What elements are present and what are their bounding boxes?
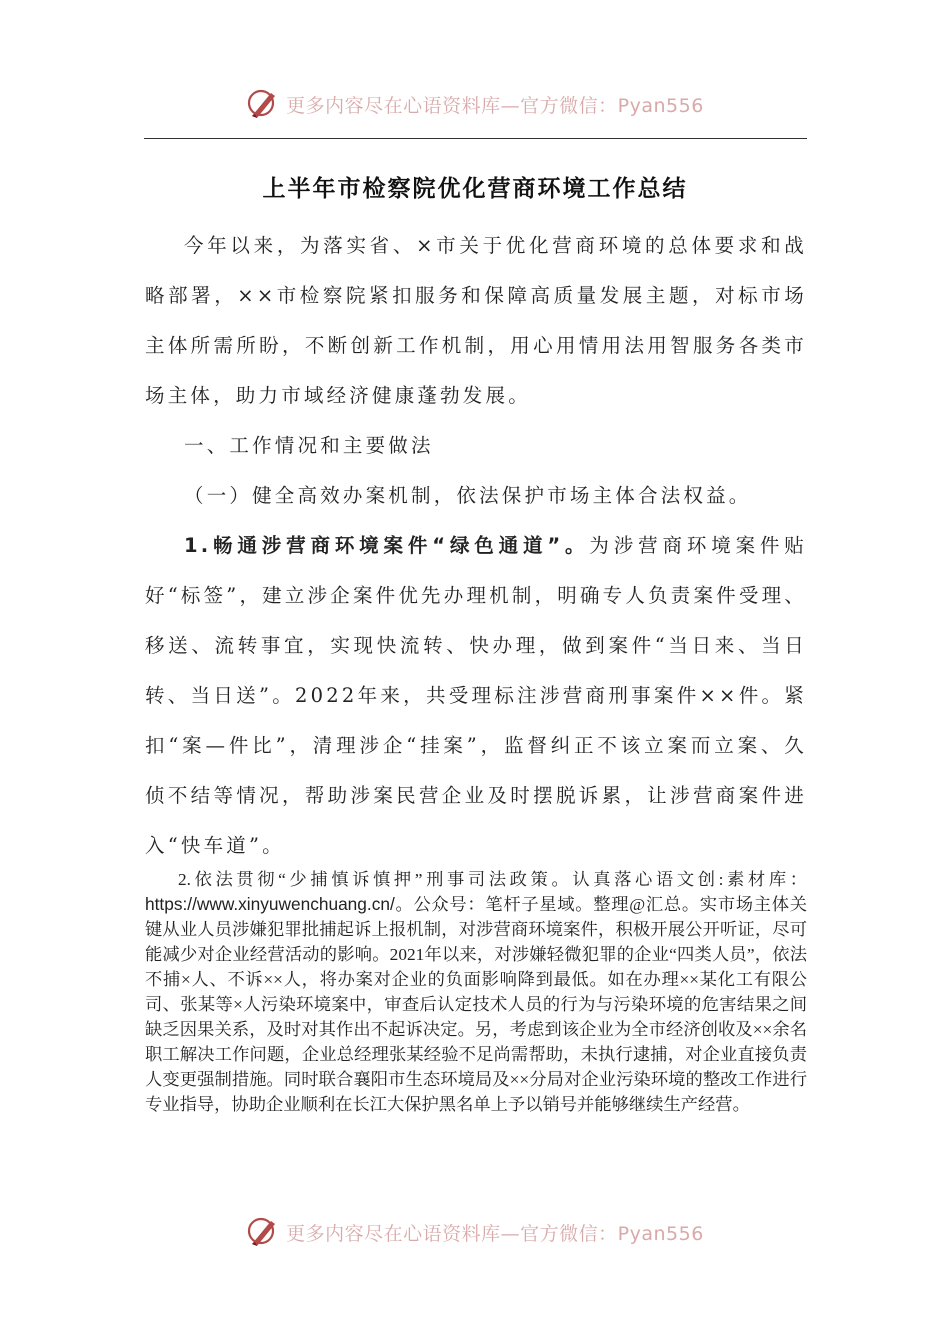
document-title: 上半年市检察院优化营商环境工作总结 [262, 176, 688, 202]
pen-logo-icon [246, 87, 280, 121]
paragraph-1-lead: 1.畅通涉营商环境案件“绿色通道”。 [184, 534, 590, 557]
pen-logo-icon [246, 1215, 280, 1249]
paragraph-2-url: https://www.xinyuwenchuang.cn/ [145, 894, 395, 914]
paragraph-1 [145, 521, 807, 871]
intro-paragraph: 今年以来，为落实省、×市关于优化营商环境的总体要求和战略部署，××市检察院紧扣服务和保障高质量发展主题，对标市场主体所需所盼，不断创新工作机制，用心用情用法用智服务各类市场主体，助力市域经济健康蓬勃发展。 [145, 234, 807, 407]
header-rule [144, 138, 807, 139]
section-heading: 一、工作情况和主要做法 [184, 434, 434, 457]
banner-text: 更多内容尽在心语资料库—官方微信：Pyan556 [286, 94, 704, 117]
paragraph-1-body: 为涉营商环境案件贴好“标签”，建立涉企案件优先办理机制，明确专人负责案件受理、移送、流转事宜，实现快流转、快办理，做到案件“当日来、当日转、当日送”。2022年来，共受理标注涉营商刑事案件××件。紧扣“案—件比”，清理涉企“挂案”，监督纠正不该立案而立案、久侦不结等情况，帮助涉案民营企业及时摆脱诉累，让涉营商案件进入“快车道”。 [145, 534, 807, 857]
subsection-heading: （一）健全高效办案机制，依法保护市场主体合法权益。 [184, 484, 752, 507]
footer-watermark-banner [0, 1212, 950, 1252]
paragraph-2: 2.依法贯彻“少捕慎诉慎押”刑事司法政策。认真落心语文创:素材库：https://www.xinyuwenchuang.cn/。公众号：笔杆子星域。整理@汇总。实市场主体关键从业人员涉嫌犯罪批捕起诉上报机制，对涉营商环境案件，积极开展公开听证，尽可能减少对企业经营活动的影响。2021年以来，对涉嫌轻微犯罪的企业“四类人员”，依法不捕×人、不诉××人，将办案对企业的负面影响降到最低。如在办理××某化工有限公司、张某等×人污染环境案中，审查后认定技术人员的行为与污染环境的危害结果之间缺乏因果关系，及时对其作出不起诉决定。另，考虑到该企业为全市经济创收及××余名职工解决工作问题，企业总经理张某经验不足尚需帮助，未执行逮捕，对企业直接负责人变更强制措施。同时联合襄阳市生态环境局及××分局对企业污染环境的整改工作进行专业指导，协助企业顺利在长江大保护黑名单上予以销号并能够继续生产经营。 [145, 870, 807, 1114]
banner-text: 更多内容尽在心语资料库—官方微信：Pyan556 [286, 1222, 704, 1245]
header-watermark-banner [0, 84, 950, 124]
